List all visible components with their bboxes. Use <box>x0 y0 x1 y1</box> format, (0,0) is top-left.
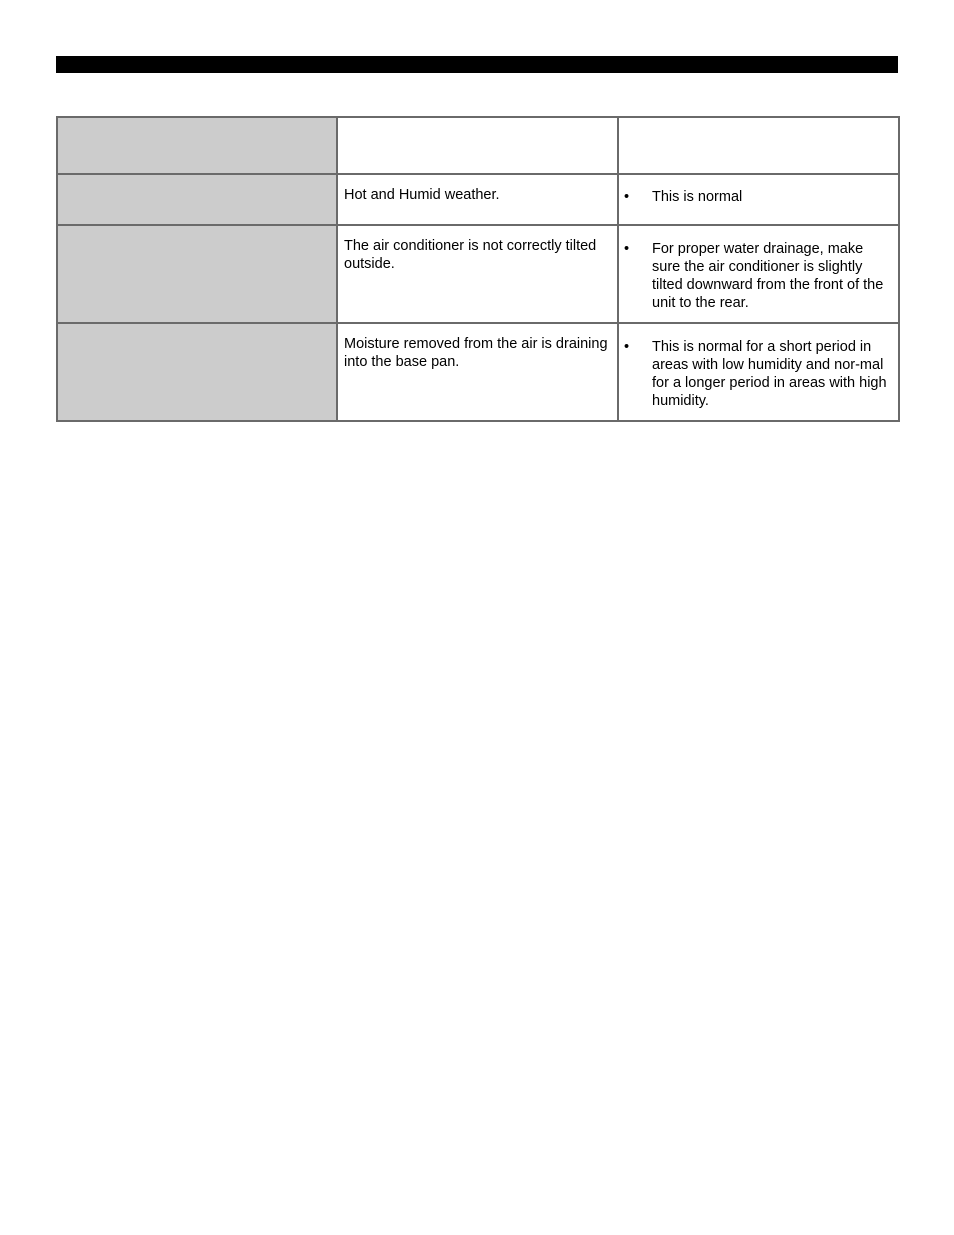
problem-cell <box>57 323 337 421</box>
bullet-icon: • <box>624 241 630 257</box>
table-row <box>57 323 899 421</box>
cause-text: Hot and Humid weather. <box>344 187 500 203</box>
solution-cell <box>618 323 899 421</box>
cause-cell <box>337 323 618 421</box>
solution-list-item <box>619 226 898 312</box>
solution-text: This is normal for a short period in areas with low humidity and nor-mal for a longer period in areas with high humidity. <box>652 339 887 409</box>
header-solution-cell <box>618 117 899 174</box>
cause-text: The air conditioner is not correctly tilted outside. <box>344 238 597 272</box>
solution-list-item <box>619 324 898 410</box>
cause-cell <box>337 225 618 323</box>
problem-cell <box>57 174 337 225</box>
problem-cell <box>57 225 337 323</box>
bullet-icon: • <box>624 339 630 355</box>
troubleshooting-table <box>56 116 900 422</box>
section-header-bar <box>56 56 898 73</box>
cause-cell <box>337 174 618 225</box>
header-cause-label <box>338 118 617 129</box>
solution-cell <box>618 174 899 225</box>
table-row <box>57 225 899 323</box>
bullet-icon: • <box>624 189 630 205</box>
solution-text: For proper water drainage, make sure the air conditioner is slightly tilted downward from the front of the unit to the rear. <box>652 241 884 311</box>
solution-cell <box>618 225 899 323</box>
header-problem-cell <box>57 117 337 174</box>
solution-list-item <box>619 175 898 206</box>
header-cause-cell <box>337 117 618 174</box>
cause-text: Moisture removed from the air is draining into the base pan. <box>344 336 608 370</box>
table-row <box>57 174 899 225</box>
solution-text: This is normal <box>652 189 743 205</box>
table-header-row <box>57 117 899 174</box>
